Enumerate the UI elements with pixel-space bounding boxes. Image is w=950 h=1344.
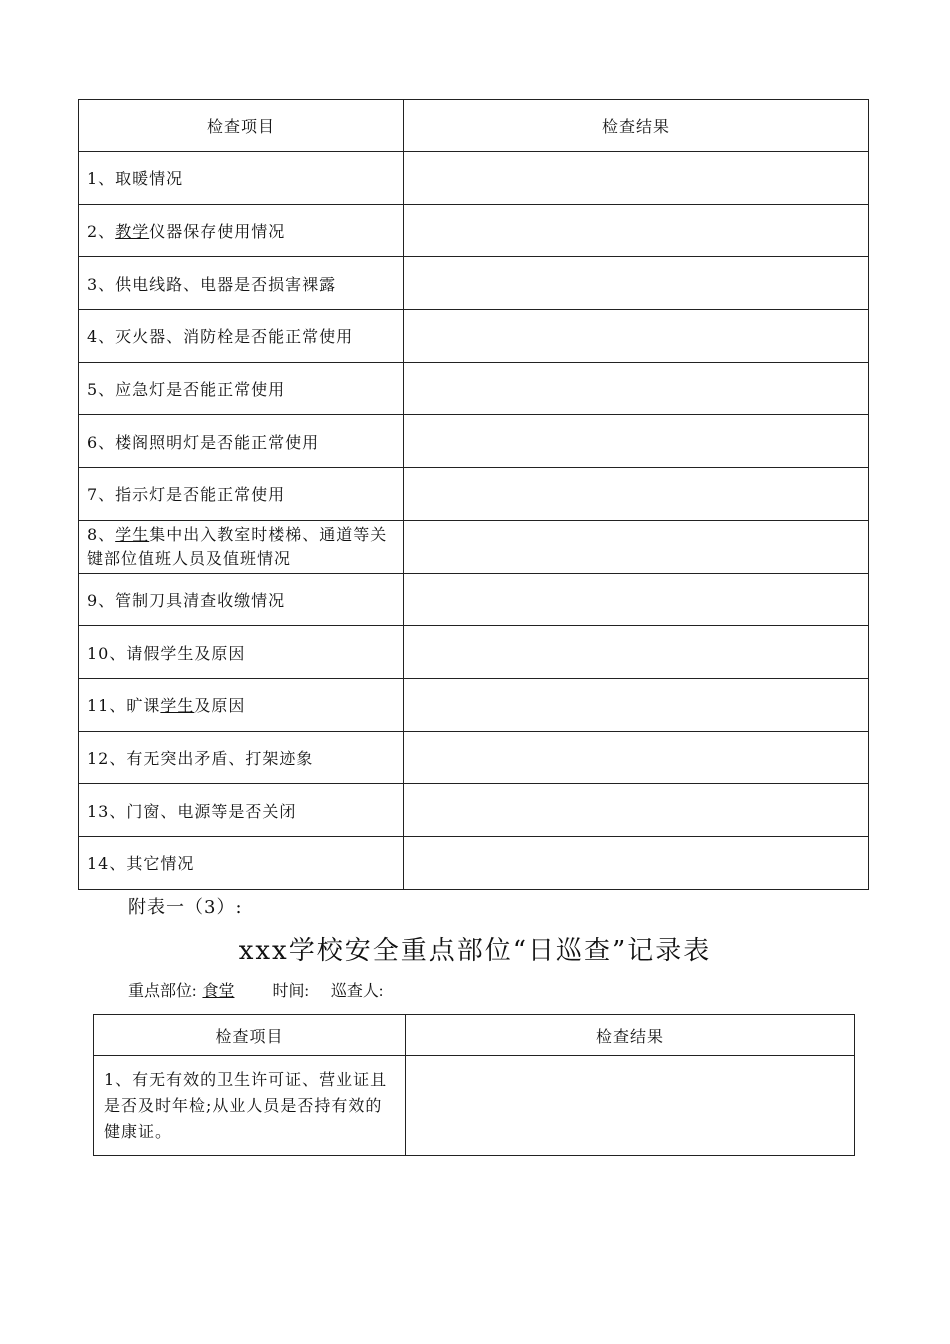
check-result-cell[interactable] bbox=[404, 784, 869, 837]
table-row bbox=[79, 257, 869, 310]
check-item-cell bbox=[79, 152, 404, 205]
item-text: 4、灭火器、消防栓是否能正常使用 bbox=[87, 327, 354, 347]
check-result-cell[interactable] bbox=[404, 573, 869, 626]
table-row bbox=[79, 573, 869, 626]
item-text-underlined: 学生 bbox=[160, 696, 195, 716]
item-text: 14、其它情况 bbox=[87, 854, 195, 874]
check-item-cell bbox=[79, 678, 404, 731]
form-meta bbox=[128, 978, 389, 1001]
table-row bbox=[79, 731, 869, 784]
check-item-cell bbox=[79, 836, 404, 889]
check-item-cell bbox=[79, 731, 404, 784]
check-result-cell[interactable] bbox=[404, 415, 869, 468]
location-label: 重点部位: bbox=[128, 983, 197, 1000]
inspector-label: 巡查人: bbox=[330, 983, 384, 1000]
item-text: 12、有无突出矛盾、打架迹象 bbox=[87, 748, 314, 768]
location-value: 食堂 bbox=[202, 983, 235, 1000]
table-row bbox=[94, 1056, 855, 1156]
header-check-result: 检查结果 bbox=[404, 100, 869, 152]
item-text: 5、应急灯是否能正常使用 bbox=[87, 380, 286, 400]
item-text-underlined: 学生 bbox=[115, 524, 150, 544]
table-row bbox=[79, 310, 869, 363]
item-text: 仪器保存使用情况 bbox=[149, 222, 286, 242]
check-item-cell bbox=[79, 784, 404, 837]
table-row bbox=[79, 836, 869, 889]
check-item-cell bbox=[79, 626, 404, 679]
table-row bbox=[79, 362, 869, 415]
table-header-row bbox=[79, 100, 869, 152]
item-text: 13、门窗、电源等是否关闭 bbox=[87, 801, 297, 821]
header-check-item: 检查项目 bbox=[94, 1015, 406, 1056]
check-item-cell: 1、有无有效的卫生许可证、营业证且是否及时年检;从业人员是否持有效的健康证。 bbox=[94, 1056, 406, 1156]
check-result-cell[interactable] bbox=[404, 152, 869, 205]
item-text: 3、供电线路、电器是否损害裸露 bbox=[87, 274, 337, 294]
item-text: 2、 bbox=[87, 222, 116, 242]
check-result-cell[interactable] bbox=[404, 257, 869, 310]
check-result-cell[interactable] bbox=[404, 520, 869, 573]
form-title: xxx学校安全重点部位“日巡查”记录表 bbox=[238, 936, 712, 966]
table-row bbox=[79, 784, 869, 837]
time-label: 时间: bbox=[272, 983, 309, 1000]
check-result-cell[interactable] bbox=[404, 310, 869, 363]
check-result-cell[interactable] bbox=[404, 678, 869, 731]
check-result-cell[interactable] bbox=[404, 204, 869, 257]
item-text: 6、楼阁照明灯是否能正常使用 bbox=[87, 432, 320, 452]
item-text: 及原因 bbox=[194, 696, 246, 716]
table-row bbox=[79, 415, 869, 468]
table-row bbox=[79, 520, 869, 573]
check-result-cell[interactable] bbox=[404, 626, 869, 679]
check-result-cell[interactable] bbox=[404, 468, 869, 521]
table-row bbox=[79, 468, 869, 521]
check-item-cell bbox=[79, 257, 404, 310]
check-result-cell[interactable] bbox=[404, 362, 869, 415]
header-check-result: 检查结果 bbox=[406, 1015, 855, 1056]
item-text: 7、指示灯是否能正常使用 bbox=[87, 485, 286, 505]
inspection-table-2 bbox=[93, 1014, 855, 1156]
check-result-cell[interactable] bbox=[404, 731, 869, 784]
check-item-cell bbox=[79, 468, 404, 521]
table-row bbox=[79, 626, 869, 679]
item-text-underlined: 教学 bbox=[115, 222, 150, 242]
item-text: 集中出入教室时楼梯、通道等关键部位值班人员及值班情况 bbox=[87, 524, 388, 568]
table-row bbox=[79, 678, 869, 731]
inspection-table-1 bbox=[78, 99, 869, 890]
appendix-label: 附表一（3）: bbox=[128, 897, 243, 918]
check-item-cell bbox=[79, 204, 404, 257]
check-item-cell bbox=[79, 520, 404, 573]
item-text: 11、旷课 bbox=[87, 696, 161, 716]
item-text: 1、取暖情况 bbox=[87, 169, 184, 189]
item-text: 10、请假学生及原因 bbox=[87, 643, 246, 663]
check-item-cell bbox=[79, 362, 404, 415]
item-text: 8、 bbox=[87, 524, 116, 544]
table-row bbox=[79, 204, 869, 257]
table-header-row bbox=[94, 1015, 855, 1056]
check-result-cell[interactable] bbox=[404, 836, 869, 889]
check-item-cell bbox=[79, 415, 404, 468]
table-row bbox=[79, 152, 869, 205]
item-text: 9、管制刀具清查收缴情况 bbox=[87, 590, 286, 610]
check-result-cell[interactable] bbox=[406, 1056, 855, 1156]
check-item-cell bbox=[79, 573, 404, 626]
header-check-item: 检查项目 bbox=[79, 100, 404, 152]
check-item-cell bbox=[79, 310, 404, 363]
